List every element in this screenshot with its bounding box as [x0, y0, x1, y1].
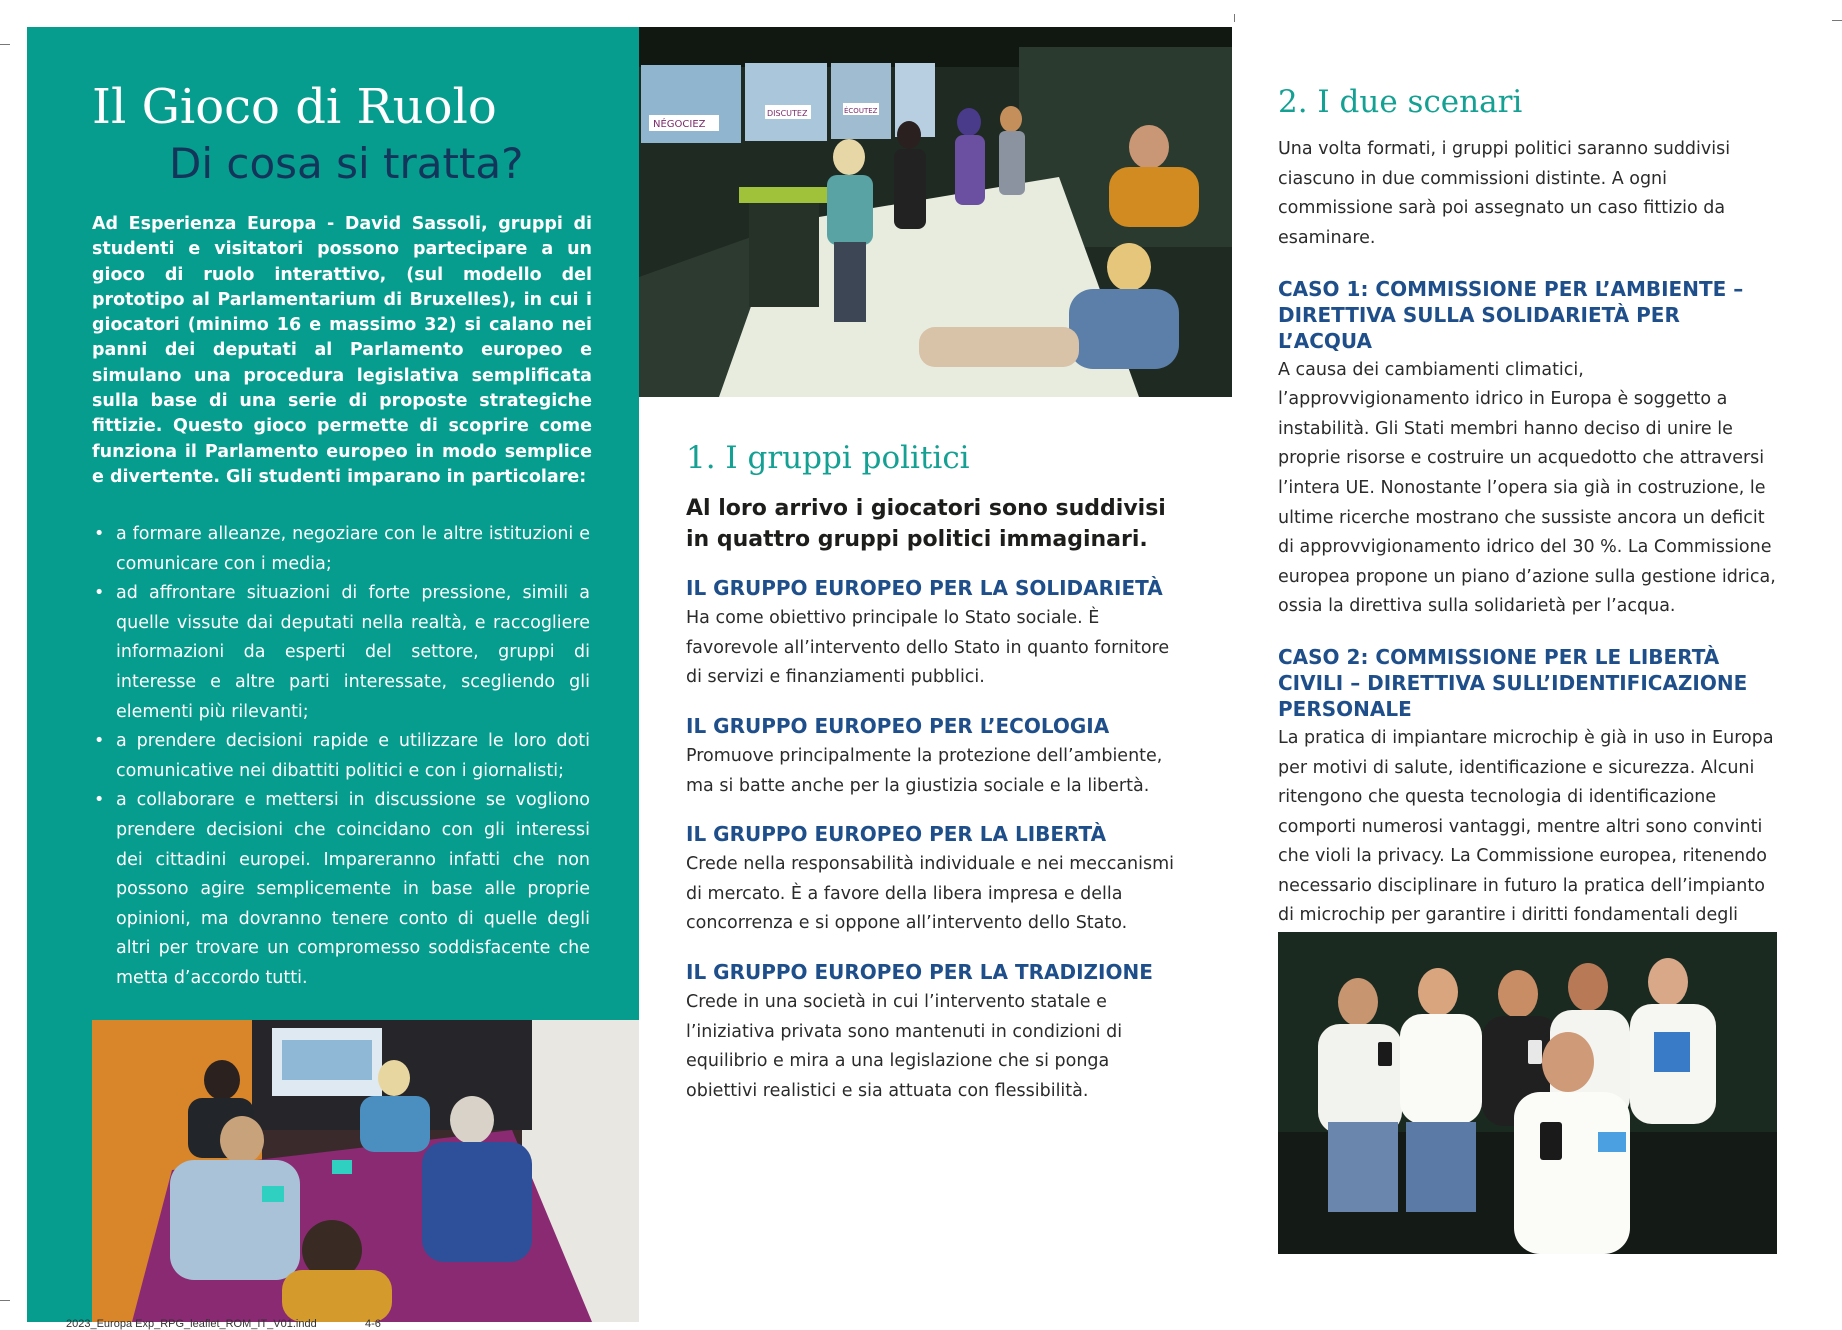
photo-students-phones: [1278, 932, 1777, 1254]
screen-label: ÉCOUTEZ: [844, 107, 878, 115]
case-heading: CASO 2: COMMISSIONE PER LE LIBERTÀ CIVILI – DIRETTIVA SULL’IDENTIFICAZIONE PERSONALE: [1278, 644, 1748, 721]
screen-label: DISCUTEZ: [767, 109, 808, 118]
intro-paragraph: Ad Esperienza Europa - David Sassoli, gruppi di studenti e visitatori possono partecipare a un gioco di ruolo interattivo, (sul modello del prototipo al Parlamentarium di Bruxelles), in cui i giocatori (minimo 16 e massimo 32) si calano nei panni dei deputati al Parlamento europeo e simulano una procedura legislativa semplificata sulla base di una serie di proposte strategiche fittizie. Questo gioco permette di scoprire come funziona il Parlamento europeo in modo semplice e divertente. Gli studenti imparano in particolare:: [92, 214, 592, 487]
photo-role-play-room: [639, 27, 1232, 397]
group-description: Crede in una società in cui l’intervento statale e l’iniziativa privata sono mantenuti in condizioni di equilibrio e mira a una legislazione che si ponga obiettivi realistici e sia attuata con flessibilità.: [686, 991, 1123, 1101]
crop-mark: [1234, 14, 1235, 22]
group-ecology: [686, 713, 1186, 801]
group-heading: IL GRUPPO EUROPEO PER LA TRADIZIONE: [686, 959, 1153, 984]
political-groups-section: [686, 440, 1186, 1106]
crop-mark: [0, 44, 10, 45]
page-subtitle: Di cosa si tratta?: [169, 139, 524, 188]
footer-filename: 2023_Europa Exp_RPG_leaflet_ROM_IT_V01.indd: [66, 1318, 317, 1330]
list-item: • ad affrontare situazioni di forte pressione, simili a quelle vissute dai deputati nella realtà, e raccogliere informazioni da esperti del settore, gruppi di interesse e altre parti interessate, scegliendo gli elementi più rilevanti;: [92, 579, 590, 727]
case-description: A causa dei cambiamenti climatici, l’approvvigionamento idrico in Europa è soggetto a instabilità. Gli Stati membri hanno deciso di unire le proprie risorse e costruire un acquedotto che attraversi l’intera UE. Nonostante l’opera sia già in costruzione, le ultime ricerche mostrano che sussiste ancora un deficit di approvvigionamento idrico del 30 %. La Commissione europea propone un piano d’azione sulla gestione idrica, ossia la direttiva sulla solidarietà per l’acqua.: [1278, 359, 1776, 617]
group-heading: IL GRUPPO EUROPEO PER L’ECOLOGIA: [686, 713, 1110, 738]
section-title-groups: 1. I gruppi politici: [686, 440, 970, 476]
group-liberty: [686, 821, 1186, 939]
list-item: • a prendere decisioni rapide e utilizzare le loro doti comunicative nei dibattiti politici e con i giornalisti;: [92, 727, 590, 786]
group-description: Crede nella responsabilità individuale e nei meccanismi di mercato. È a favore della libera impresa e della concorrenza e si oppone all’intervento dello Stato.: [686, 854, 1175, 934]
list-item: • a formare alleanze, negoziare con le altre istituzioni e comunicare con i media;: [92, 520, 590, 579]
case-description: La pratica di impiantare microchip è già in uso in Europa per motivi di salute, identificazione e sicurezza. Alcuni ritengono che questa tecnologia di identificazione comporti numerosi vantaggi, mentre altri sono convinti che violi la privacy. La Commissione europea, ritenendo necessario disciplinare in futuro la pratica dell’impianto di microchip per garantire i diritti fondamentali degli: [1278, 727, 1774, 926]
crop-mark: [1832, 20, 1842, 21]
scenarios-section: [1278, 84, 1778, 990]
group-description: Promuove principalmente la protezione dell’ambiente, ma si batte anche per la giustizia sociale e la libertà.: [686, 745, 1163, 796]
page-title: Il Gioco di Ruolo: [92, 79, 497, 135]
scenarios-intro: Una volta formati, i gruppi politici saranno suddivisi ciascuno in due commissioni distinte. A ogni commissione sarà poi assegnato un caso fittizio da esaminare.: [1278, 139, 1731, 248]
crop-mark: [0, 1300, 10, 1301]
footer-page-range: 4-6: [365, 1318, 381, 1330]
group-solidarity: [686, 575, 1186, 693]
group-heading: IL GRUPPO EUROPEO PER LA LIBERTÀ: [686, 822, 1107, 847]
photo-table-game: [92, 1020, 639, 1322]
case-heading: CASO 1: COMMISSIONE PER L’AMBIENTE – DIRETTIVA SULLA SOLIDARIETÀ PER L’ACQUA: [1278, 276, 1744, 353]
group-description: Ha come obiettivo principale lo Stato sociale. È favorevole all’intervento dello Stato in quanto fornitore di servizi e finanziamenti pubblici.: [686, 608, 1170, 688]
case-environment: [1278, 276, 1778, 622]
groups-lead: Al loro arrivo i giocatori sono suddivisi in quattro gruppi politici immaginari.: [686, 496, 1166, 553]
section-title-scenarios: 2. I due scenari: [1278, 84, 1523, 120]
group-tradition: [686, 959, 1186, 1106]
screen-label: NÉGOCIEZ: [653, 119, 706, 130]
list-item: • a collaborare e mettersi in discussione se vogliono prendere decisioni che coincidano con gli interessi dei cittadini europei. Impareranno infatti che non possono agire semplicemente in base alle proprie opinioni, ma dovranno tenere conto di quelle degli altri per trovare un compromesso soddisfacente che metta d’accordo tutti.: [92, 786, 590, 993]
learning-list: [92, 520, 590, 994]
group-heading: IL GRUPPO EUROPEO PER LA SOLIDARIETÀ: [686, 576, 1163, 601]
